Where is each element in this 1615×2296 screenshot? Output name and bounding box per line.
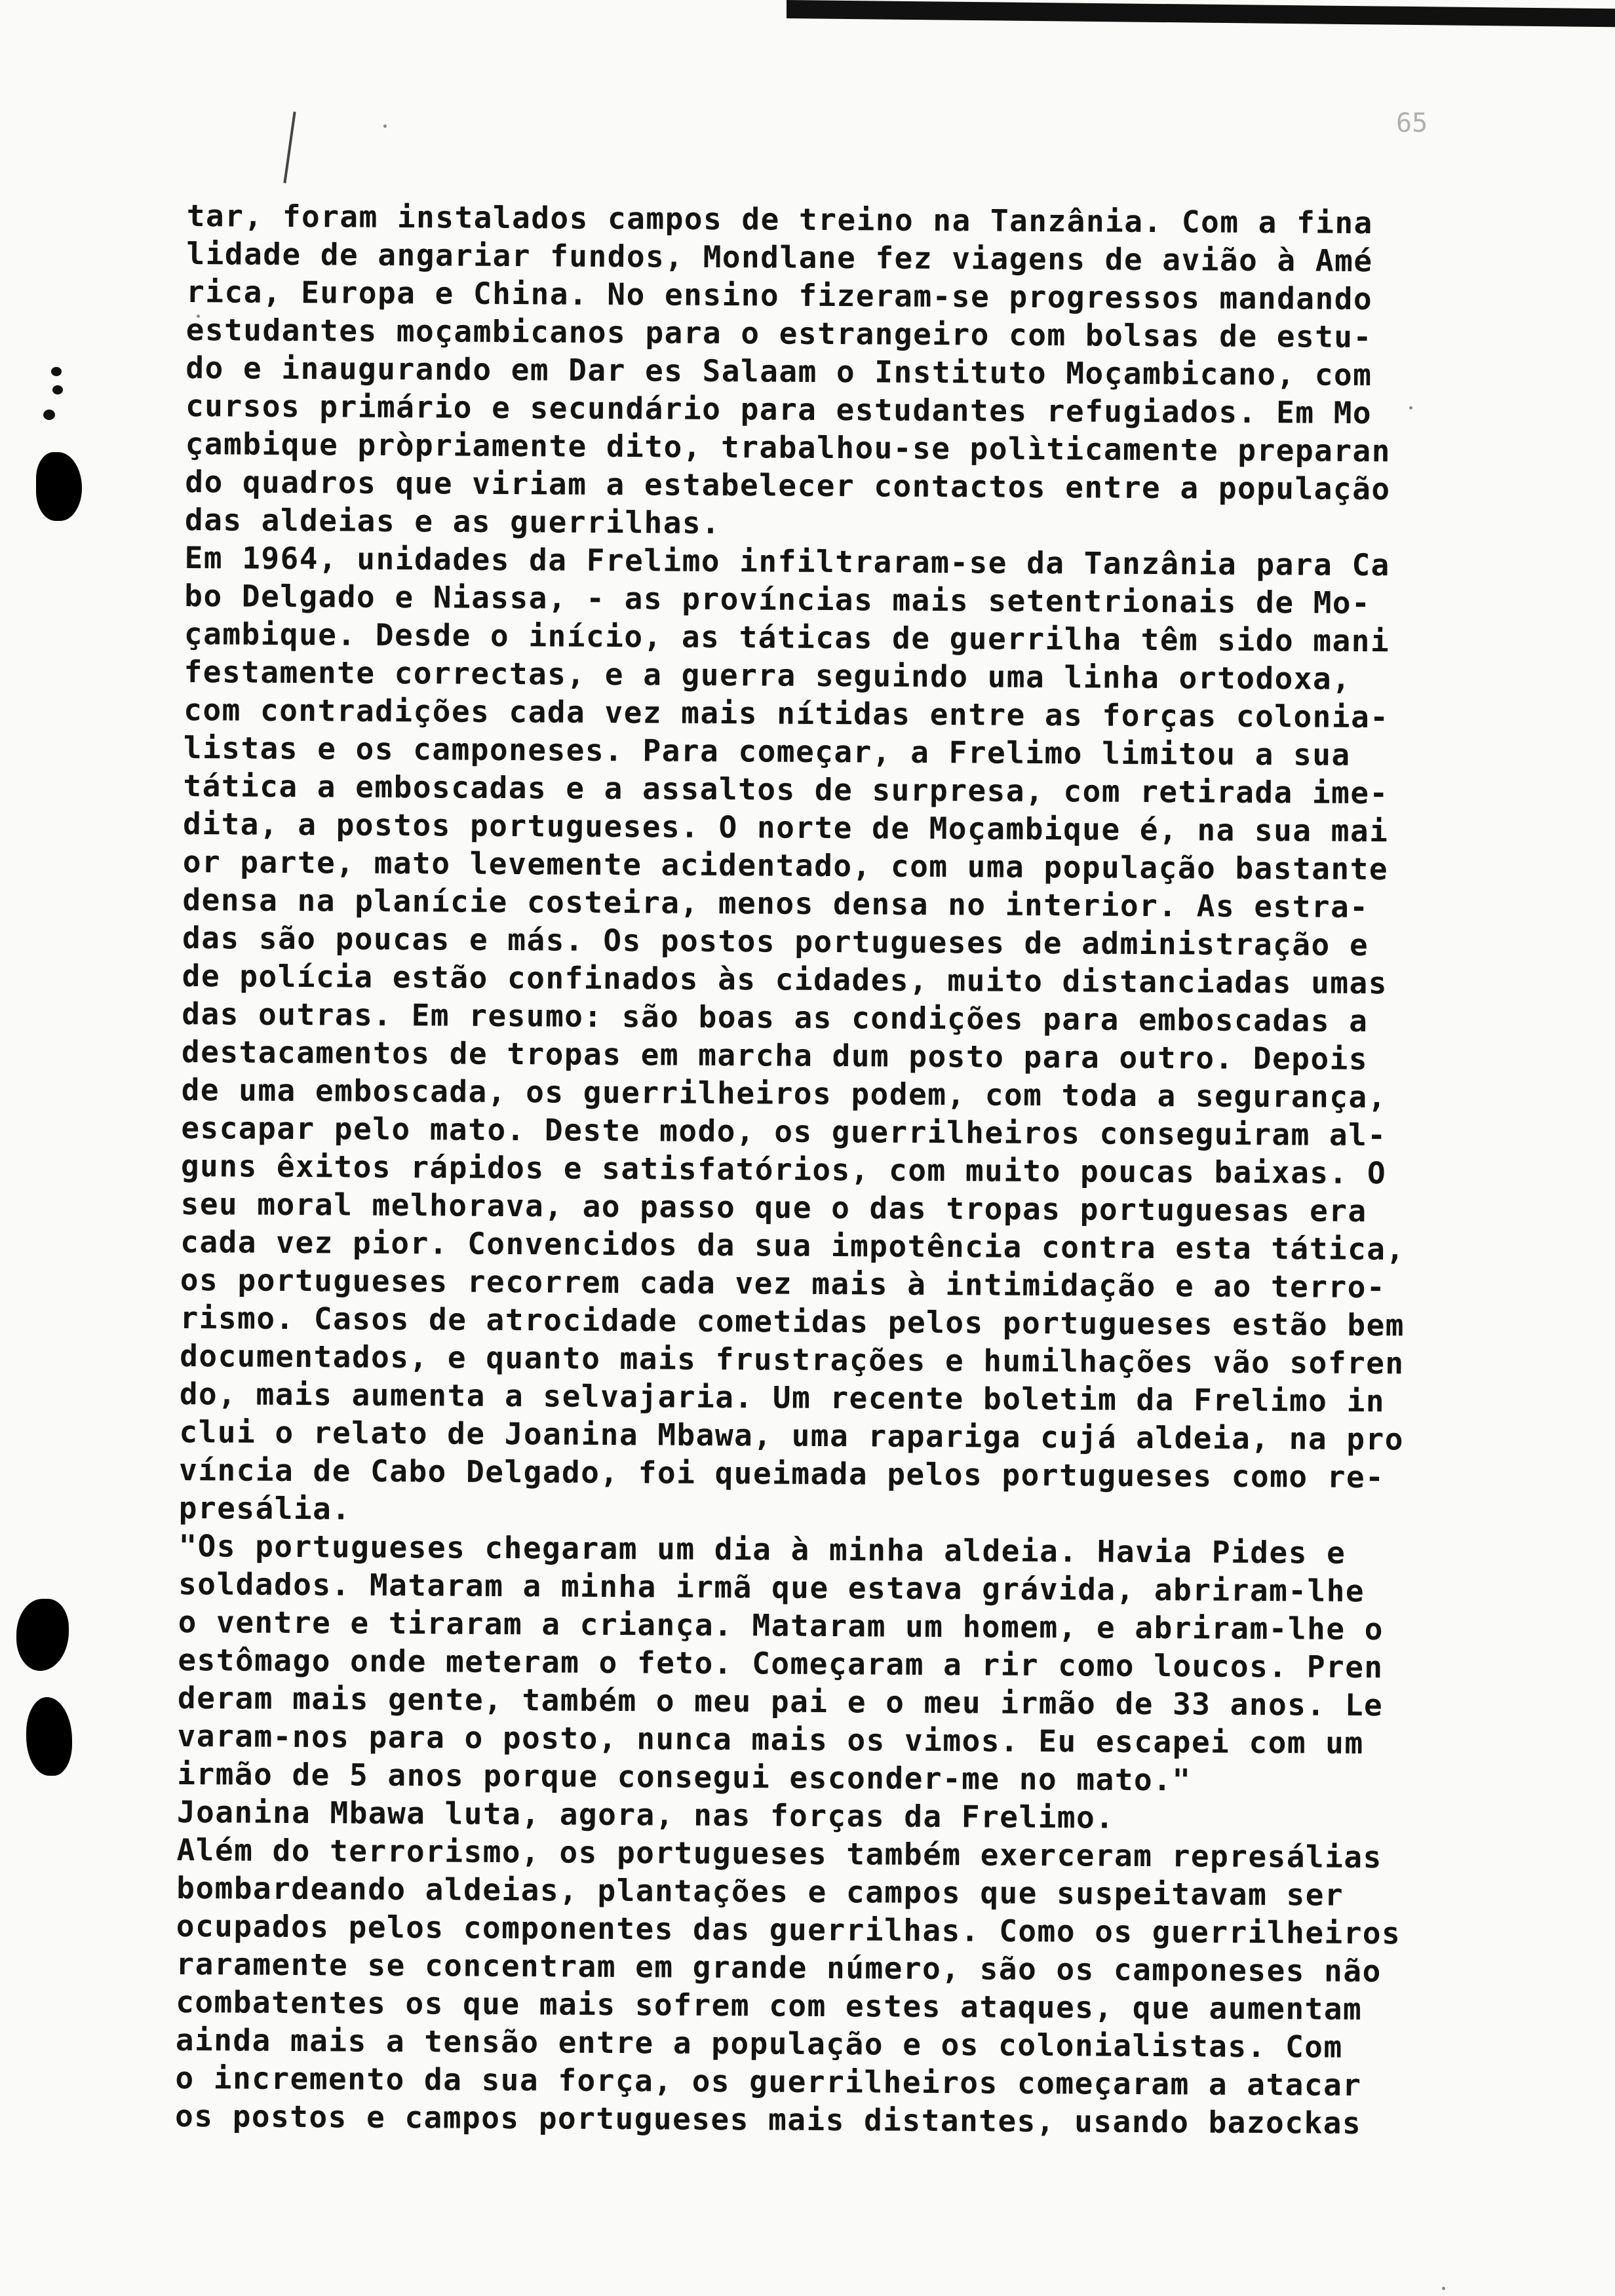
text-line: do e inaugurando em Dar es Salaam o Instituto Moçambicano, com	[185, 349, 1372, 393]
text-line: or parte, mato levemente acidentado, com uma população bastante	[182, 843, 1389, 887]
text-line: tática a emboscadas e a assaltos de surpresa, com retirada ime-	[183, 767, 1389, 811]
text-line: dita, a postos portugueses. O norte de Moçambique é, na sua mai	[182, 805, 1389, 849]
text-line: bo Delgado e Niassa, - as províncias mais setentrionais de Mo-	[184, 577, 1371, 621]
text-line: rica, Europa e China. No ensino fizeram-se progressos mandando	[185, 273, 1373, 317]
text-line: das são poucas e más. Os postos portugueses de administração e	[182, 919, 1369, 963]
text-line: çambique pròpriamente dito, trabalhou-se polìticamente preparan	[185, 425, 1391, 469]
text-line: escapar pelo mato. Deste modo, os guerrilheiros conseguiram al-	[181, 1109, 1387, 1153]
scan-speck	[383, 124, 387, 128]
text-line: do quadros que viriam a estabelecer contactos entre a população	[185, 463, 1391, 507]
text-line: estudantes moçambicanos para o estrangeiro com bolsas de estu-	[185, 311, 1372, 355]
text-line: cada vez pior. Convencidos da sua impotência contra esta tática,	[180, 1223, 1405, 1267]
text-line: das outras. Em resumo: são boas as condições para emboscadas a	[182, 995, 1369, 1039]
punch-hole	[36, 452, 82, 521]
text-line: com contradições cada vez mais nítidas entre as forças colonia-	[184, 691, 1390, 735]
margin-pen-mark	[283, 111, 296, 183]
text-line: çambique. Desde o início, as táticas de guerrilha têm sido mani	[184, 615, 1390, 659]
scan-top-edge	[787, 0, 1615, 27]
text-line: irmão de 5 anos porque consegui esconder-me no mato."	[177, 1755, 1192, 1798]
text-line: soldados. Mataram a minha irmã que estava grávida, abriram-lhe	[178, 1565, 1365, 1609]
text-line: cursos primário e secundário para estudantes refugiados. Em Mo	[185, 387, 1372, 431]
margin-dot	[52, 385, 63, 394]
text-line: seu moral melhorava, ao passo que o das tropas portuguesas era	[180, 1185, 1367, 1229]
text-line: os postos e campos portugueses mais distantes, usando bazockas	[174, 2097, 1362, 2141]
text-line: rismo. Casos de atrocidade cometidas pelos portugueses estão bem	[180, 1299, 1405, 1343]
text-line: tar, foram instalados campos de treino na Tanzânia. Com a fina	[186, 197, 1374, 241]
text-line: Além do terrorismo, os portugueses também exerceram represálias	[176, 1831, 1382, 1875]
text-line: de uma emboscada, os guerrilheiros podem, com toda a segurança,	[181, 1071, 1388, 1115]
text-line: Em 1964, unidades da Frelimo infiltraram-se da Tanzânia para Ca	[184, 539, 1391, 583]
text-line: lidade de angariar fundos, Mondlane fez viagens de avião à Amé	[186, 235, 1373, 279]
text-line: ocupados pelos componentes das guerrilhas. Como os guerrilheiros	[176, 1907, 1401, 1951]
text-line: raramente se concentram em grande número, são os camponeses não	[176, 1945, 1382, 1989]
text-line: bombardeando aldeias, plantações e campos que suspeitavam ser	[176, 1869, 1344, 1913]
text-line: documentados, e quanto mais frustrações e humilhações vão sofren	[180, 1337, 1405, 1381]
text-line: o ventre e tiraram a criança. Mataram um homem, e abriram-lhe o	[178, 1603, 1384, 1647]
text-line: do, mais aumenta a selvajaria. Um recente boletim da Frelimo in	[179, 1375, 1386, 1419]
text-line: festamente correctas, e a guerra seguindo uma linha ortodoxa,	[184, 653, 1352, 697]
page-number: 65	[1396, 108, 1428, 138]
text-line: deram mais gente, também o meu pai e o meu irmão de 33 anos. Le	[177, 1679, 1384, 1723]
text-line: o incremento da sua força, os guerrilheiros começaram a atacar	[175, 2059, 1362, 2103]
text-line: "Os portugueses chegaram um dia à minha aldeia. Havia Pides e	[178, 1527, 1346, 1571]
text-line: destacamentos de tropas em marcha dum posto para outro. Depois	[181, 1033, 1369, 1077]
typewritten-body	[175, 197, 1524, 2143]
scan-speck	[1442, 2287, 1445, 2290]
punch-hole	[26, 1697, 72, 1776]
text-line: de polícia estão confinados às cidades, muito distanciadas umas	[182, 957, 1388, 1001]
text-line: varam-nos para o posto, nunca mais os vimos. Eu escapei com um	[177, 1717, 1364, 1761]
text-line: clui o relato de Joanina Mbawa, uma rapariga cujá aldeia, na pro	[179, 1413, 1405, 1457]
text-line: combatentes os que mais sofrem com estes ataques, que aumentam	[176, 1983, 1363, 2027]
text-line: densa na planície costeira, menos densa no interior. As estra-	[182, 881, 1369, 925]
text-line: Joanina Mbawa luta, agora, nas forças da Frelimo.	[176, 1793, 1115, 1835]
text-line: estômago onde meteram o feto. Começaram a rir como loucos. Pren	[178, 1641, 1384, 1685]
text-line: os portugueses recorrem cada vez mais à intimidação e ao terro-	[180, 1261, 1386, 1305]
margin-dot	[43, 410, 55, 420]
text-line: víncia de Cabo Delgado, foi queimada pelos portugueses como re-	[178, 1451, 1385, 1495]
text-line: presália.	[178, 1489, 351, 1527]
margin-dot	[51, 367, 62, 376]
text-line: das aldeias e as guerrilhas.	[184, 501, 721, 541]
text-line: ainda mais a tensão entre a população e os colonialistas. Com	[175, 2021, 1343, 2065]
text-line: listas e os camponeses. Para começar, a Frelimo limitou a sua	[183, 729, 1351, 773]
text-line: guns êxitos rápidos e satisfatórios, com muito poucas baixas. O	[180, 1147, 1387, 1191]
punch-hole	[16, 1599, 69, 1671]
